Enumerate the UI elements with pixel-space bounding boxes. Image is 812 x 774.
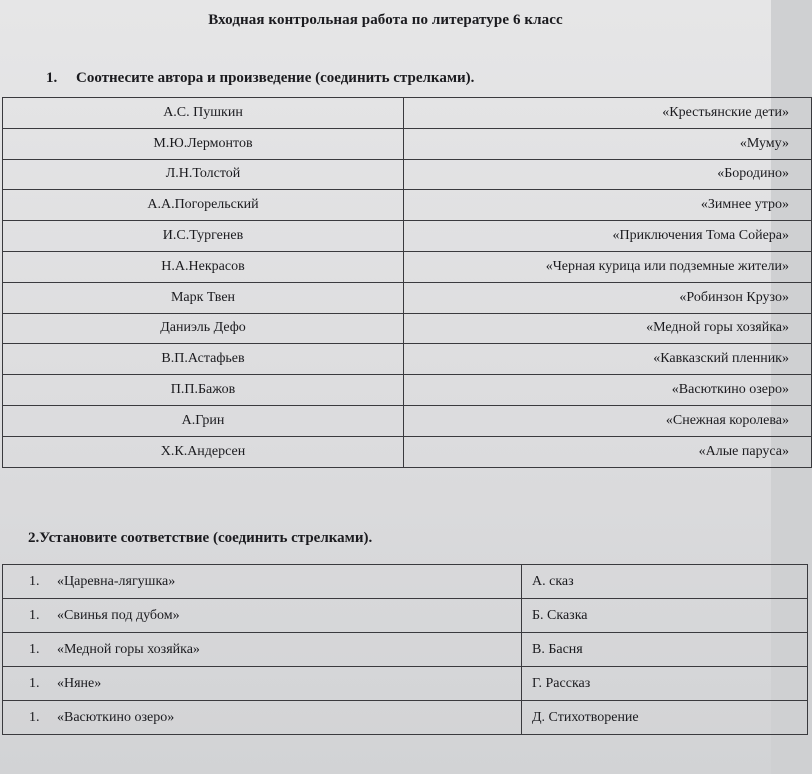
work-genre-table (2, 564, 808, 735)
work-cell: «Медной горы хозяйка» (404, 313, 812, 344)
work-cell: «Черная курица или подземные жители» (404, 251, 812, 282)
author-cell: А.С. Пушкин (3, 98, 404, 129)
row-number: 1. (29, 641, 40, 657)
genre-cell: Г. Рассказ (522, 667, 808, 701)
author-work-row (3, 159, 812, 190)
work-genre-row (3, 667, 808, 701)
genre-cell: Б. Сказка (522, 599, 808, 633)
author-work-row (3, 375, 812, 406)
task-1-heading (46, 70, 474, 87)
work-cell: «Алые паруса» (404, 436, 812, 467)
work-cell: «Снежная королева» (404, 405, 812, 436)
author-work-row (3, 98, 812, 129)
author-work-row (3, 436, 812, 467)
work-title: «Васюткино озеро» (57, 709, 175, 725)
author-cell: А.А.Погорельский (3, 190, 404, 221)
author-work-row (3, 190, 812, 221)
author-cell: П.П.Бажов (3, 375, 404, 406)
work-cell: «Кавказский пленник» (404, 344, 812, 375)
work-genre-row (3, 701, 808, 735)
work-title: «Медной горы хозяйка» (57, 641, 200, 657)
author-work-row (3, 313, 812, 344)
author-cell: И.С.Тургенев (3, 221, 404, 252)
author-cell: М.Ю.Лермонтов (3, 128, 404, 159)
author-work-row (3, 344, 812, 375)
row-number: 1. (29, 573, 40, 589)
work-title: «Свинья под дубом» (57, 607, 180, 623)
genre-cell: Д. Стихотворение (522, 701, 808, 735)
work-title: «Царевна-лягушка» (57, 573, 176, 589)
work-cell: «Зимнее утро» (404, 190, 812, 221)
author-work-row (3, 128, 812, 159)
document-title: Входная контрольная работа по литературе 6 класс (208, 12, 563, 28)
work-title: «Няне» (57, 675, 102, 691)
author-work-row (3, 251, 812, 282)
work-cell: «Робинзон Крузо» (404, 282, 812, 313)
author-work-row (3, 405, 812, 436)
genre-cell: В. Басня (522, 633, 808, 667)
author-cell: В.П.Астафьев (3, 344, 404, 375)
row-number: 1. (29, 709, 40, 725)
row-number: 1. (29, 607, 40, 623)
work-cell: «Приключения Тома Сойера» (404, 221, 812, 252)
row-number: 1. (29, 675, 40, 691)
work-cell: «Крестьянские дети» (404, 98, 812, 129)
author-cell: А.Грин (3, 405, 404, 436)
author-cell: Х.К.Андерсен (3, 436, 404, 467)
genre-cell: А. сказ (522, 565, 808, 599)
work-genre-row (3, 599, 808, 633)
author-work-table (2, 97, 812, 468)
task-1-number: 1. (46, 70, 58, 86)
author-cell: Л.Н.Толстой (3, 159, 404, 190)
task-1-text: Соотнесите автора и произведение (соединить стрелками). (76, 70, 475, 86)
work-title-cell (3, 599, 522, 633)
work-cell: «Бородино» (404, 159, 812, 190)
author-cell: Марк Твен (3, 282, 404, 313)
work-genre-row (3, 565, 808, 599)
work-title-cell (3, 565, 522, 599)
task-2-heading: 2.Установите соответствие (соединить стрелками). (28, 530, 373, 546)
author-cell: Даниэль Дефо (3, 313, 404, 344)
work-cell: «Муму» (404, 128, 812, 159)
author-work-row (3, 282, 812, 313)
work-genre-row (3, 633, 808, 667)
work-cell: «Васюткино озеро» (404, 375, 812, 406)
work-title-cell (3, 667, 522, 701)
author-cell: Н.А.Некрасов (3, 251, 404, 282)
work-title-cell (3, 701, 522, 735)
work-title-cell (3, 633, 522, 667)
author-work-row (3, 221, 812, 252)
